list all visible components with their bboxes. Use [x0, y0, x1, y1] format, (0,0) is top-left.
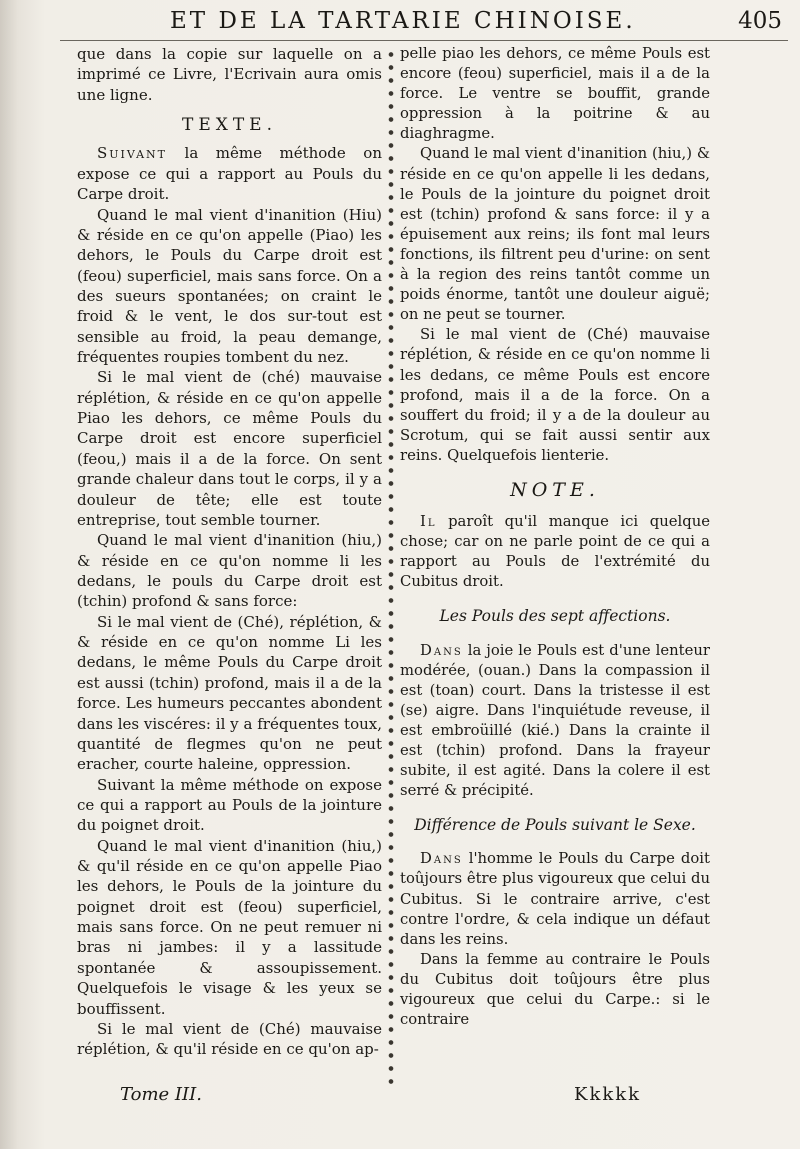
paragraph — [400, 512, 710, 592]
paragraph-text: l'homme le Pouls du Carpe doit toûjours être plus vigoureux que celui du Cubitus. Si le contraire arrive, c'est contre l'ordre, & cela indique un défaut dans les reins. — [400, 850, 710, 948]
paragraph: Quand le mal vient d'inanition (hiu,) & réside en ce qu'on nomme li les dedans, le pouls du Carpe droit est (tchin) profond & sans force: — [77, 531, 382, 611]
left-column — [77, 44, 382, 1060]
paragraph-lead-word: Dans — [420, 850, 463, 868]
subheading-difference-sexe: Différence de Pouls suivant le Sexe. — [414, 816, 696, 835]
volume-signature: Tome III. — [120, 1084, 202, 1105]
paragraph: Si le mal vient de (Ché) mauvaise réplétion, & réside en ce qu'on nomme li les dedans, ce même Pouls est encore profond, mais il a de la force. On a souffert du froid; il y a de la douleur au Scrotum, qui se fait aussi sentir aux reins. Quelquefois lienterie. — [400, 326, 710, 464]
running-head — [60, 2, 788, 42]
paragraph: pelle piao les dehors, ce même Pouls est encore (feou) superficiel, mais il a de la force. Le ventre se bouffit, grande oppression à la poitrine & au diaghragme. — [400, 45, 710, 143]
running-title: ET DE LA TARTARIE CHINOISE. — [170, 8, 636, 34]
paragraph — [400, 849, 710, 949]
section-heading-note: NOTE. — [510, 478, 600, 501]
paragraph: Quand le mal vient d'inanition (hiu,) & réside en ce qu'on appelle li les dedans, le Pouls de la jointure du poignet droit est (tchin) profond & sans force: il y a épuisement aux reins; ils font mal leurs fonctions, ils filtrent peu d'urine: on sent à la region des reins tantôt comme un poids énorme, tantôt une douleur aiguë; on ne peut se tourner. — [400, 145, 710, 324]
paragraph-text: paroît qu'il manque ici quelque chose; car on ne parle point de ce qui a rapport au Pouls de l'extrémité du Cubitus droit. — [400, 513, 710, 591]
section-heading-texte: TEXTE. — [181, 115, 277, 136]
paragraph: Quand le mal vient d'inanition (Hiu) & réside en ce qu'on appelle (Piao) les dehors, le Pouls du Carpe droit est (feou) superficiel, mais sans force. On a des sueurs spontanées; on craint le froid & le vent, le dos sur-tout est sensible au froid, la peau demange, fréquentes roupies tombent du nez. — [77, 205, 382, 367]
paragraph: Quand le mal vient d'inanition (hiu,) & qu'il réside en ce qu'on appelle Piao les dehors, le Pouls de la jointure du poignet droit est (feou) superficiel, mais sans force. On ne peut remuer ni bras ni jambes: il y a lassitude spontanée & assoupissement. Quelquefois le visage & les yeux se bouffissent. — [77, 836, 382, 1018]
paragraph — [77, 143, 382, 204]
paragraph: Si le mal vient de (Ché), réplétion, & & réside en ce qu'on nomme Li les dedans, le même Pouls du Carpe droit est aussi (tchin) profond, mais il a de la force. Les humeurs peccantes abondent dans les viscéres: il y a fréquentes toux, quantité de flegmes qu'on ne peut eracher, courte haleine, oppression. — [77, 612, 382, 774]
paragraph-text: la même méthode on expose ce qui a rapport au Pouls du Carpe droit. — [77, 144, 382, 204]
page-number: 405 — [738, 8, 782, 34]
subheading-sept-affections: Les Pouls des sept affections. — [439, 607, 671, 626]
paragraph: Suivant la même méthode on expose ce qui a rapport au Pouls de la jointure du poignet droit. — [77, 775, 382, 835]
paragraph-lead-word: Dans — [420, 641, 463, 659]
paragraph: que dans la copie sur laquelle on a imprimé ce Livre, l'Ecrivain aura omis une ligne. — [77, 45, 382, 104]
ornamental-column-divider — [386, 48, 396, 1088]
paragraph: Dans la femme au contraire le Pouls du Cubitus doit toûjours être plus vigoureux que celui du Carpe.: si le contraire — [400, 950, 710, 1029]
paragraph-text: la joie le Pouls est d'une lenteur modérée, (ouan.) Dans la compassion il est (toan) court. Dans la tristesse il est (se) aigre. Dans l'inquiétude reveuse, il est embroüillé (kié.) Dans la crainte il est (tchin) profond. Dans la frayeur subite, il est agité. Dans la colere il est serré & précipité. — [400, 641, 710, 800]
head-rule — [60, 40, 788, 41]
right-column — [400, 44, 710, 1030]
catchword-signature: Kkkkk — [574, 1084, 642, 1105]
paragraph: Si le mal vient de (ché) mauvaise réplétion, & réside en ce qu'on appelle Piao les dehors, ce même Pouls du Carpe droit est encore superficiel (feou,) mais il a de la force. On sent grande chaleur dans tout le corps, il y a douleur de tête; elle est toute entreprise, tout semble tourner. — [77, 368, 382, 529]
paragraph — [400, 641, 710, 802]
paragraph: Si le mal vient de (Ché) mauvaise réplétion, & qu'il réside en ce qu'on ap- — [77, 1019, 382, 1059]
paragraph-lead-word: Il — [420, 513, 437, 531]
paragraph-lead-word: Suivant — [97, 144, 167, 163]
